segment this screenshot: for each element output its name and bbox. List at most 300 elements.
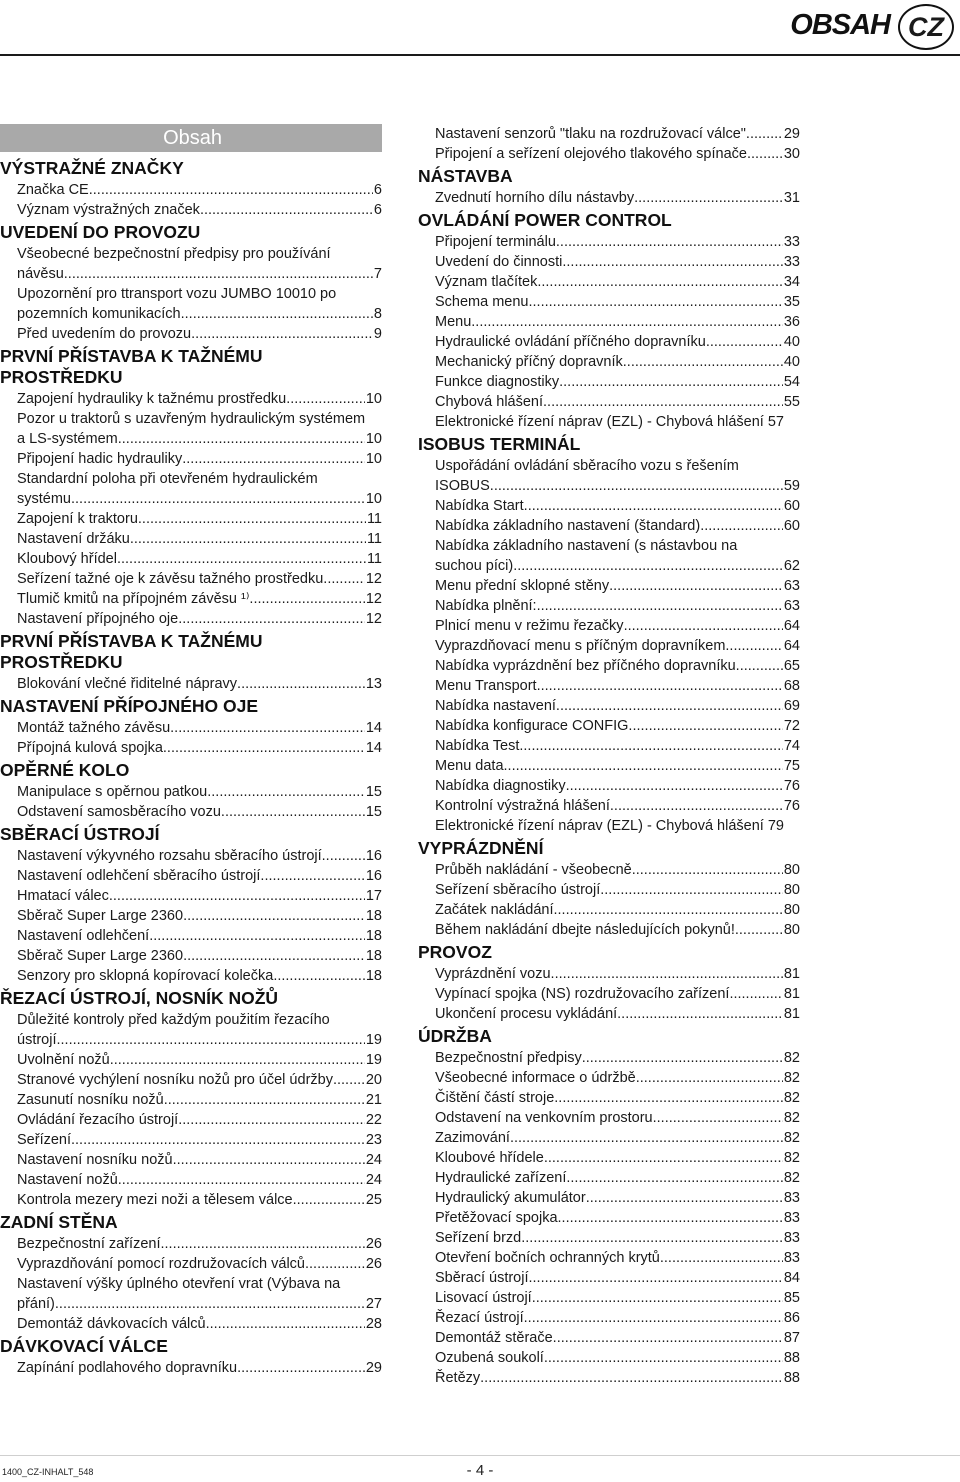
toc-entry[interactable] bbox=[0, 200, 382, 220]
toc-entry[interactable] bbox=[418, 920, 800, 940]
dot-leader bbox=[191, 324, 373, 344]
toc-entry[interactable] bbox=[0, 1150, 382, 1170]
toc-entry[interactable] bbox=[0, 1254, 382, 1274]
toc-entry[interactable] bbox=[0, 569, 382, 589]
entry-title: ISOBUS bbox=[435, 478, 490, 494]
page-ref: 79 bbox=[767, 818, 784, 834]
toc-entry[interactable] bbox=[418, 392, 800, 412]
entry-title: Schema menu bbox=[435, 294, 529, 310]
dot-leader bbox=[61, 1030, 365, 1050]
toc-entry[interactable] bbox=[0, 1010, 382, 1050]
entry-title: Nastavení nosníku nožů bbox=[17, 1152, 173, 1168]
page-ref: 75 bbox=[783, 758, 800, 774]
page-ref: 23 bbox=[365, 1132, 382, 1148]
dot-leader bbox=[623, 352, 783, 372]
page-ref: 64 bbox=[783, 618, 800, 634]
page-ref: 80 bbox=[783, 922, 800, 938]
dot-leader bbox=[173, 1150, 365, 1170]
toc-entry[interactable] bbox=[418, 796, 800, 816]
entry-title: Význam výstražných značek bbox=[17, 202, 200, 218]
dot-leader bbox=[553, 1328, 783, 1348]
entry-title: Před uvedením do provozu bbox=[17, 326, 192, 342]
entry-title: Stranové vychýlení nosníku nožů pro účel údržby bbox=[17, 1072, 333, 1088]
toc-entry[interactable] bbox=[418, 616, 800, 636]
entry-title: Zapínání podlahového dopravníku bbox=[17, 1360, 238, 1376]
dot-leader bbox=[322, 846, 365, 866]
page-ref: 68 bbox=[783, 678, 800, 694]
page-ref: 8 bbox=[373, 306, 382, 322]
toc-entry[interactable] bbox=[418, 1148, 800, 1168]
toc-entry[interactable] bbox=[0, 738, 382, 758]
toc-entry[interactable] bbox=[418, 636, 800, 656]
entry-title: Během nakládání dbejte následujících pokynů! bbox=[435, 922, 735, 938]
toc-entry[interactable] bbox=[418, 536, 800, 576]
toc-entry[interactable] bbox=[418, 1228, 800, 1248]
entry-title: Sběrač Super Large 2360. bbox=[17, 948, 188, 964]
dot-leader bbox=[323, 569, 365, 589]
entry-title: Demontáž dávkovacích válců bbox=[17, 1316, 206, 1332]
toc-entry[interactable] bbox=[418, 516, 800, 536]
toc-entry[interactable] bbox=[0, 589, 382, 609]
entry-title: Vyprazdňovací menu s příčným dopravníkem bbox=[435, 638, 726, 654]
dot-leader bbox=[64, 264, 373, 284]
entry-title: Nastavení odlehčení sběracího ústrojí bbox=[17, 868, 261, 884]
page-ref: 10 bbox=[365, 391, 382, 407]
entry-title: Vyprázdnění vozu bbox=[435, 966, 551, 982]
toc-entry[interactable] bbox=[418, 1088, 800, 1108]
entry-title: Seřízení tažné oje k závěsu tažného prostředku bbox=[17, 571, 324, 587]
toc-entry[interactable] bbox=[0, 886, 382, 906]
dot-leader bbox=[471, 312, 783, 332]
toc-entry[interactable] bbox=[0, 866, 382, 886]
dot-leader bbox=[543, 392, 783, 412]
toc-entry[interactable] bbox=[418, 252, 800, 272]
entry-title: suchou píci) bbox=[435, 558, 514, 574]
toc-entry[interactable] bbox=[418, 1288, 800, 1308]
page-ref: 40 bbox=[783, 334, 800, 350]
toc-entry[interactable] bbox=[418, 1048, 800, 1068]
page-ref: 11 bbox=[366, 531, 382, 547]
toc-entry[interactable] bbox=[0, 782, 382, 802]
toc-entry[interactable] bbox=[0, 674, 382, 694]
toc-entry[interactable] bbox=[418, 736, 800, 756]
page-ref: 83 bbox=[783, 1250, 800, 1266]
toc-entry[interactable] bbox=[418, 232, 800, 252]
page-ref: 64 bbox=[783, 638, 800, 654]
page-ref: 34 bbox=[783, 274, 800, 290]
dot-leader bbox=[586, 1188, 783, 1208]
dot-leader bbox=[513, 556, 783, 576]
entry-title: Připojení terminálu bbox=[435, 234, 556, 250]
toc-entry[interactable] bbox=[0, 946, 382, 966]
section-heading: ÚDRŽBA bbox=[418, 1026, 492, 1046]
dot-leader bbox=[519, 736, 782, 756]
page-ref: 11 bbox=[366, 511, 382, 527]
entry-title: Bezpečnostní předpisy bbox=[435, 1050, 582, 1066]
toc-entry[interactable] bbox=[418, 656, 800, 676]
page-ref: 7 bbox=[373, 266, 382, 282]
page-ref: 63 bbox=[783, 578, 800, 594]
dot-leader bbox=[490, 476, 783, 496]
page-ref: 26 bbox=[365, 1236, 382, 1252]
entry-title: Všeobecné informace o údržbě bbox=[435, 1070, 636, 1086]
entry-title: Pozor u traktorů s uzavřeným hydraulickým systémem bbox=[17, 411, 366, 427]
dot-leader bbox=[628, 716, 782, 736]
entry-title: Uspořádání ovládání sběracího vozu s řešením bbox=[435, 458, 739, 474]
toc-entry[interactable] bbox=[418, 352, 800, 372]
entry-title: Blokování vlečné řiditelné nápravy bbox=[17, 676, 238, 692]
entry-title: Začátek nakládání bbox=[435, 902, 554, 918]
entry-title: Přípojná kulová spojka bbox=[17, 740, 163, 756]
toc-entry[interactable] bbox=[418, 1168, 800, 1188]
page-ref: 19 bbox=[365, 1052, 382, 1068]
toc-entry[interactable] bbox=[0, 1130, 382, 1150]
entry-title: Seřízení bbox=[17, 1132, 71, 1148]
entry-title: Průběh nakládání - všeobecně bbox=[435, 862, 632, 878]
toc-entry[interactable] bbox=[0, 244, 382, 284]
page-ref: 10 bbox=[365, 451, 382, 467]
footer-rule bbox=[0, 1455, 960, 1456]
dot-leader bbox=[130, 529, 366, 549]
toc-entry[interactable] bbox=[418, 596, 800, 616]
toc-entry[interactable] bbox=[0, 284, 382, 324]
toc-entry[interactable] bbox=[418, 1208, 800, 1228]
toc-entry[interactable] bbox=[0, 1314, 382, 1334]
dot-leader bbox=[747, 144, 783, 164]
toc-entry[interactable] bbox=[418, 1128, 800, 1148]
dot-leader bbox=[305, 1254, 365, 1274]
page-ref: 40 bbox=[783, 354, 800, 370]
entry-title: Všeobecné bezpečnostní předpisy pro používání bbox=[17, 246, 331, 262]
page-ref: 6 bbox=[373, 202, 382, 218]
page-ref: 62 bbox=[783, 558, 800, 574]
toc-entry[interactable] bbox=[418, 372, 800, 392]
entry-title: Zapojení hydrauliky k tažnému prostředku bbox=[17, 391, 287, 407]
entry-title: Standardní poloha při otevřeném hydraulickém bbox=[17, 471, 318, 487]
toc-entry[interactable] bbox=[418, 696, 800, 716]
toc-entry[interactable] bbox=[418, 900, 800, 920]
section-heading: SBĚRACÍ ÚSTROJÍ bbox=[0, 824, 160, 844]
toc-entry[interactable] bbox=[0, 802, 382, 822]
dot-leader bbox=[609, 576, 783, 596]
section-heading: OVLÁDÁNÍ POWER CONTROL bbox=[418, 210, 672, 230]
entry-title: ústrojí. bbox=[17, 1032, 61, 1048]
dot-leader bbox=[529, 292, 783, 312]
entry-title: Funkce diagnostiky bbox=[435, 374, 560, 390]
entry-title: Kloubové hřídele bbox=[435, 1150, 544, 1166]
page-ref: 12 bbox=[365, 571, 382, 587]
toc-entry[interactable] bbox=[418, 676, 800, 696]
entry-title: Plnicí menu v režimu řezačky bbox=[435, 618, 624, 634]
section-heading: PRVNÍ PŘÍSTAVBA K TAŽNÉMU PROSTŘEDKU bbox=[0, 346, 263, 387]
dot-leader bbox=[660, 1248, 783, 1268]
entry-title: Senzory pro sklopná kopírovací kolečka bbox=[17, 968, 274, 984]
dot-leader bbox=[183, 906, 365, 926]
dot-leader bbox=[735, 920, 783, 940]
toc-entry[interactable] bbox=[0, 180, 382, 200]
entry-title: Nastavení nožů bbox=[17, 1172, 118, 1188]
entry-title: Menu data bbox=[435, 758, 504, 774]
entry-title: pozemních komunikacích bbox=[17, 306, 181, 322]
toc-entry[interactable] bbox=[418, 964, 800, 984]
dot-leader bbox=[118, 1170, 365, 1190]
dot-leader bbox=[529, 1268, 783, 1288]
toc-entry[interactable] bbox=[0, 718, 382, 738]
entry-title: Nastavení výkyvného rozsahu sběracího ústrojí bbox=[17, 848, 322, 864]
entry-title: Nastavení přípojného oje bbox=[17, 611, 179, 627]
page-ref: 13 bbox=[365, 676, 382, 692]
section-heading: DÁVKOVACÍ VÁLCE bbox=[0, 1336, 168, 1356]
toc-entry[interactable] bbox=[418, 272, 800, 292]
dot-leader bbox=[170, 718, 365, 738]
dot-leader bbox=[182, 449, 365, 469]
entry-title: Manipulace s opěrnou patkou bbox=[17, 784, 208, 800]
entry-title: Zasunutí nosníku nožů bbox=[17, 1092, 164, 1108]
toc-entry[interactable] bbox=[418, 756, 800, 776]
dot-leader bbox=[537, 676, 783, 696]
toc-entry[interactable] bbox=[0, 1110, 382, 1130]
page-ref: 33 bbox=[783, 254, 800, 270]
page-ref: 24 bbox=[365, 1172, 382, 1188]
toc-entry[interactable] bbox=[0, 409, 382, 449]
page-ref: 16 bbox=[365, 848, 382, 864]
toc-entry[interactable] bbox=[418, 456, 800, 496]
dot-leader bbox=[634, 188, 783, 208]
page-ref: 14 bbox=[365, 720, 382, 736]
toc-entry[interactable] bbox=[418, 144, 800, 164]
toc-entry[interactable] bbox=[418, 1004, 800, 1024]
page-header bbox=[790, 0, 960, 50]
entry-title: Nabídka konfigurace CONFIG bbox=[435, 718, 629, 734]
toc-entry[interactable] bbox=[0, 846, 382, 866]
page-ref: 36 bbox=[783, 314, 800, 330]
toc-entry[interactable] bbox=[418, 576, 800, 596]
page-ref: 11 bbox=[366, 551, 382, 567]
toc-entry[interactable] bbox=[418, 1108, 800, 1128]
dot-leader bbox=[181, 304, 373, 324]
page-ref: 82 bbox=[783, 1150, 800, 1166]
toc-entry[interactable] bbox=[0, 1090, 382, 1110]
section-heading: OPĚRNÉ KOLO bbox=[0, 760, 130, 780]
page-ref: 27 bbox=[365, 1296, 382, 1312]
entry-title: Zazimování bbox=[435, 1130, 510, 1146]
page-ref: 76 bbox=[783, 798, 800, 814]
toc-entry[interactable] bbox=[418, 1188, 800, 1208]
toc-entry[interactable] bbox=[0, 1170, 382, 1190]
toc-entry[interactable] bbox=[418, 716, 800, 736]
toc-entry[interactable] bbox=[0, 1274, 382, 1314]
toc-entry[interactable] bbox=[418, 1248, 800, 1268]
entry-title: Uvedení do činnosti bbox=[435, 254, 563, 270]
dot-leader bbox=[524, 1308, 783, 1328]
page-ref: 86 bbox=[783, 1310, 800, 1326]
page-ref: 60 bbox=[783, 498, 800, 514]
entry-title: Hmatací válec bbox=[17, 888, 109, 904]
entry-title: Zapojení k traktoru bbox=[17, 511, 138, 527]
page-ref: 83 bbox=[783, 1230, 800, 1246]
page-ref: 16 bbox=[365, 868, 382, 884]
entry-title: Čištění částí stroje bbox=[435, 1090, 555, 1106]
toc-entry[interactable] bbox=[0, 966, 382, 986]
toc-entry[interactable] bbox=[418, 984, 800, 1004]
page-ref: 29 bbox=[365, 1360, 382, 1376]
page-ref: 12 bbox=[365, 611, 382, 627]
section-heading: NÁSTAVBA bbox=[418, 166, 513, 186]
toc-entry[interactable] bbox=[418, 860, 800, 880]
dot-leader bbox=[537, 272, 783, 292]
toc-entry[interactable] bbox=[418, 292, 800, 312]
dot-leader bbox=[537, 596, 783, 616]
toc-entry[interactable] bbox=[418, 816, 800, 836]
page-ref: 76 bbox=[783, 778, 800, 794]
header-rule bbox=[0, 54, 960, 56]
page-ref: 18 bbox=[365, 928, 382, 944]
dot-leader bbox=[109, 886, 365, 906]
entry-title: Menu Transport bbox=[435, 678, 537, 694]
toc-entry[interactable] bbox=[0, 926, 382, 946]
toc-left-column bbox=[0, 124, 382, 1378]
contents-banner: Obsah bbox=[0, 124, 382, 152]
toc-entry[interactable] bbox=[0, 906, 382, 926]
page-ref: 19 bbox=[365, 1032, 382, 1048]
page-ref: 10 bbox=[365, 431, 382, 447]
toc-entry[interactable] bbox=[418, 1268, 800, 1288]
dot-leader bbox=[178, 609, 365, 629]
dot-leader bbox=[617, 1004, 783, 1024]
dot-leader bbox=[554, 1088, 783, 1108]
entry-title: Elektronické řízení náprav (EZL) - Chybová hlášení bbox=[435, 818, 764, 834]
entry-title: Hydraulické ovládání příčného dopravníku bbox=[435, 334, 706, 350]
toc-entry[interactable] bbox=[0, 449, 382, 469]
page-ref: 31 bbox=[783, 190, 800, 206]
toc-entry[interactable] bbox=[418, 124, 800, 144]
toc-entry[interactable] bbox=[418, 332, 800, 352]
page-ref: 20 bbox=[365, 1072, 382, 1088]
toc-entry[interactable] bbox=[418, 1368, 800, 1388]
toc-entry[interactable] bbox=[0, 1234, 382, 1254]
page-ref: 10 bbox=[365, 491, 382, 507]
entry-title: Nabídka základního nastavení (štandard) bbox=[435, 518, 701, 534]
dot-leader bbox=[610, 796, 783, 816]
dot-leader bbox=[504, 756, 783, 776]
toc-entry[interactable] bbox=[418, 1068, 800, 1088]
toc-entry[interactable] bbox=[0, 1190, 382, 1210]
dot-leader bbox=[293, 1190, 365, 1210]
dot-leader bbox=[221, 802, 365, 822]
entry-title: Kontrolní výstražná hlášení bbox=[435, 798, 610, 814]
entry-title: Sběrací ústrojí bbox=[435, 1270, 529, 1286]
toc-entry[interactable] bbox=[0, 509, 382, 529]
entry-title: Upozornění pro ttransport vozu JUMBO 10010 po bbox=[17, 286, 337, 302]
entry-title: Nabídka plnění: bbox=[435, 598, 537, 614]
page-ref: 82 bbox=[783, 1070, 800, 1086]
dot-leader bbox=[207, 782, 365, 802]
page-number: - 4 - bbox=[466, 1462, 494, 1479]
section-heading: NASTAVENÍ PŘÍPOJNÉHO OJE bbox=[0, 696, 259, 716]
toc-entry[interactable] bbox=[418, 188, 800, 208]
dot-leader bbox=[559, 372, 783, 392]
entry-title: Nastavení výšky úplného otevření vrat (Výbava na bbox=[17, 1276, 341, 1292]
toc-entry[interactable] bbox=[0, 1358, 382, 1378]
toc-entry[interactable] bbox=[0, 549, 382, 569]
entry-title: Otevření bočních ochranných krytů bbox=[435, 1250, 660, 1266]
section-heading: ZADNÍ STĚNA bbox=[0, 1212, 118, 1232]
toc-entry[interactable] bbox=[418, 312, 800, 332]
page-ref: 88 bbox=[783, 1350, 800, 1366]
toc-entry[interactable] bbox=[0, 529, 382, 549]
entry-title: Nabídka základního nastavení (s nástavbou na bbox=[435, 538, 738, 554]
page-ref: 57 bbox=[767, 414, 784, 430]
page-ref: 25 bbox=[365, 1192, 382, 1208]
entry-title: a LS-systémem bbox=[17, 431, 118, 447]
toc-entry[interactable] bbox=[0, 1070, 382, 1090]
toc-entry[interactable] bbox=[418, 412, 800, 432]
entry-title: Uvolnění nožů bbox=[17, 1052, 110, 1068]
toc-entry[interactable] bbox=[418, 1328, 800, 1348]
toc-entry[interactable] bbox=[418, 1348, 800, 1368]
toc-entry[interactable] bbox=[418, 776, 800, 796]
toc-entry[interactable] bbox=[0, 469, 382, 509]
page-ref: 59 bbox=[783, 478, 800, 494]
dot-leader bbox=[164, 1090, 365, 1110]
page-ref: 28 bbox=[365, 1316, 382, 1332]
page-ref: 15 bbox=[365, 784, 382, 800]
toc-entry[interactable] bbox=[418, 1308, 800, 1328]
toc-entry[interactable] bbox=[0, 324, 382, 344]
toc-entry[interactable] bbox=[418, 496, 800, 516]
entry-title: Odstavení na venkovním prostoru bbox=[435, 1110, 653, 1126]
page-ref: 22 bbox=[365, 1112, 382, 1128]
toc-entry[interactable] bbox=[0, 1050, 382, 1070]
dot-leader bbox=[746, 124, 783, 144]
entry-title: systému bbox=[17, 491, 71, 507]
dot-leader bbox=[89, 180, 373, 200]
toc-entry[interactable] bbox=[0, 609, 382, 629]
entry-title: Seřízení brzd bbox=[435, 1230, 522, 1246]
page-ref: 82 bbox=[783, 1050, 800, 1066]
dot-leader bbox=[624, 616, 783, 636]
section-heading: VYPRÁZDNĚNÍ bbox=[418, 838, 544, 858]
page-ref: 60 bbox=[783, 518, 800, 534]
dot-leader bbox=[117, 549, 366, 569]
entry-title: Kontrola mezery mezi noži a tělesem válce bbox=[17, 1192, 293, 1208]
dot-leader bbox=[286, 389, 365, 409]
entry-title: Hydraulický akumulátor bbox=[435, 1190, 586, 1206]
dot-leader bbox=[544, 1148, 783, 1168]
document-code: 1400_CZ-INHALT_548 bbox=[2, 1467, 94, 1477]
page-ref: 83 bbox=[783, 1190, 800, 1206]
page-ref: 6 bbox=[373, 182, 382, 198]
page-ref: 81 bbox=[783, 1006, 800, 1022]
entry-title: Nabídka nastavení bbox=[435, 698, 556, 714]
language-badge: CZ bbox=[898, 4, 954, 50]
entry-title: Montáž tažného závěsu bbox=[17, 720, 171, 736]
header-title: OBSAH bbox=[790, 8, 890, 41]
entry-title: Ukončení procesu vykládání bbox=[435, 1006, 618, 1022]
page-ref: 55 bbox=[783, 394, 800, 410]
entry-title: Kloubový hřídel bbox=[17, 551, 117, 567]
page-ref: 80 bbox=[783, 882, 800, 898]
toc-entry[interactable] bbox=[0, 389, 382, 409]
toc-entry[interactable] bbox=[418, 880, 800, 900]
page-ref: 29 bbox=[783, 126, 800, 142]
dot-leader bbox=[524, 496, 783, 516]
dot-leader bbox=[118, 429, 365, 449]
dot-leader bbox=[729, 984, 782, 1004]
page-ref: 69 bbox=[783, 698, 800, 714]
entry-title: Mechanický příčný dopravník bbox=[435, 354, 623, 370]
page-ref: 24 bbox=[365, 1152, 382, 1168]
